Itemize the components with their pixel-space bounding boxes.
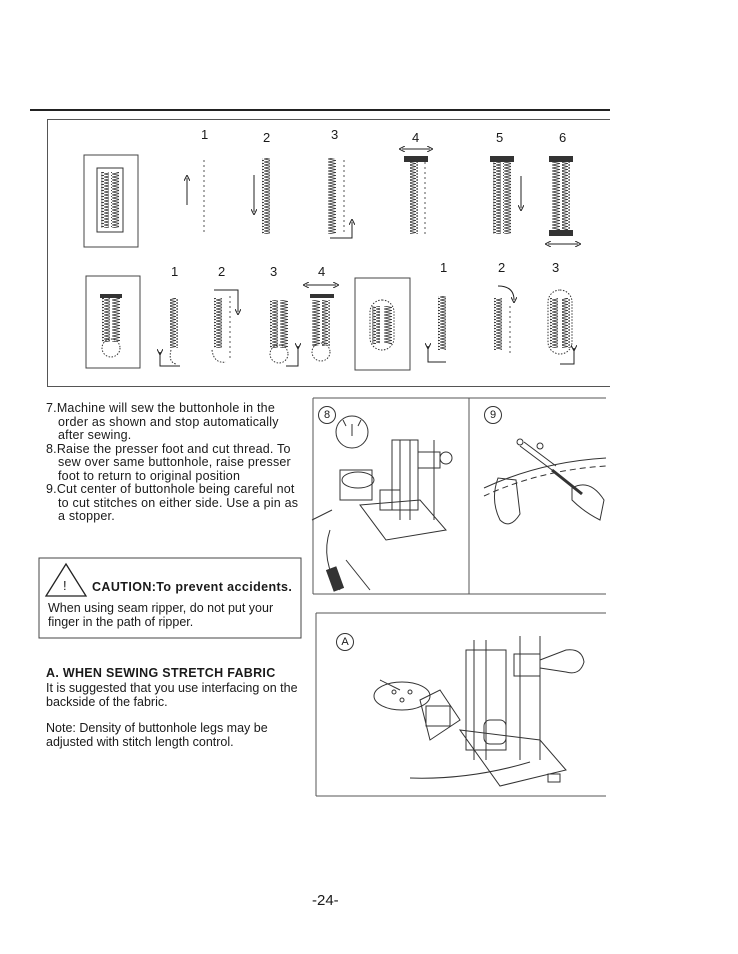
seam-ripper-illustration [484,439,606,524]
figure-8-9-frame [313,398,606,594]
step2-top [254,158,270,234]
figure-9-label: 9 [484,406,502,424]
round-step3 [548,290,574,364]
step1-top [187,160,204,232]
diagram-top-number: 6 [559,130,567,145]
diagram-bottom-number: 1 [171,264,179,279]
keyhole-step3 [270,300,298,366]
figure-8-label: 8 [318,406,336,424]
stretch-fabric-body: It is suggested that you use interfacing on the backside of the fabric. [46,681,298,709]
figure-a-frame [316,613,606,796]
figure-a-label: A [336,633,354,651]
caution-text: When using seam ripper, do not put your finger in the path of ripper. [48,601,274,629]
round-step1 [428,296,446,362]
stretch-fabric-note: Note: Density of buttonhole legs may be adjusted with stitch length control. [46,721,268,749]
caution-title: CAUTION:To prevent accidents. [92,580,293,594]
presser-foot-illustration [312,416,452,591]
page-number: -24- [312,892,339,909]
diagram-top-number: 3 [331,127,339,142]
keyhole-step4 [306,285,336,361]
diagram-bottom-number: 4 [318,264,326,279]
stretch-fabric-illustration [374,636,584,786]
keyhole-step2 [212,290,238,362]
diagram-top-number: 5 [496,130,504,145]
step3-top [328,158,352,238]
step-8: 8.Raise the presser foot and cut thread. To sew over same buttonhole, raise presser foot to return to original position [46,441,291,483]
diagram-top-number: 4 [412,130,420,145]
step4-top [402,149,430,234]
buttonhole-steps [46,402,308,524]
warning-icon: ! [63,578,67,593]
round-step2 [494,286,514,356]
diagram-bottom-number: 1 [440,260,448,275]
buttonhole-finished-top [84,155,138,247]
step-9: 9.Cut center of buttonhole being careful not to cut stitches on either side. Use a pin as a stopper. [46,482,299,523]
keyhole-finished [86,276,140,368]
diagram-top-number: 1 [201,127,209,142]
stretch-fabric-heading: A. WHEN SEWING STRETCH FABRIC [46,666,276,680]
diagram-bottom-number: 2 [498,260,506,275]
step5-top [490,156,521,234]
diagram-bottom-number: 3 [552,260,560,275]
keyhole-step1 [160,298,180,366]
diagram-bottom-number: 3 [270,264,278,279]
step-7: 7.Machine will sew the buttonhole in the order as shown and stop automatically after sewing. [46,401,279,442]
diagram-top-number: 2 [263,130,271,145]
step6-top [548,156,578,244]
round-buttonhole-finished [355,278,410,370]
diagram-bottom-number: 2 [218,264,226,279]
